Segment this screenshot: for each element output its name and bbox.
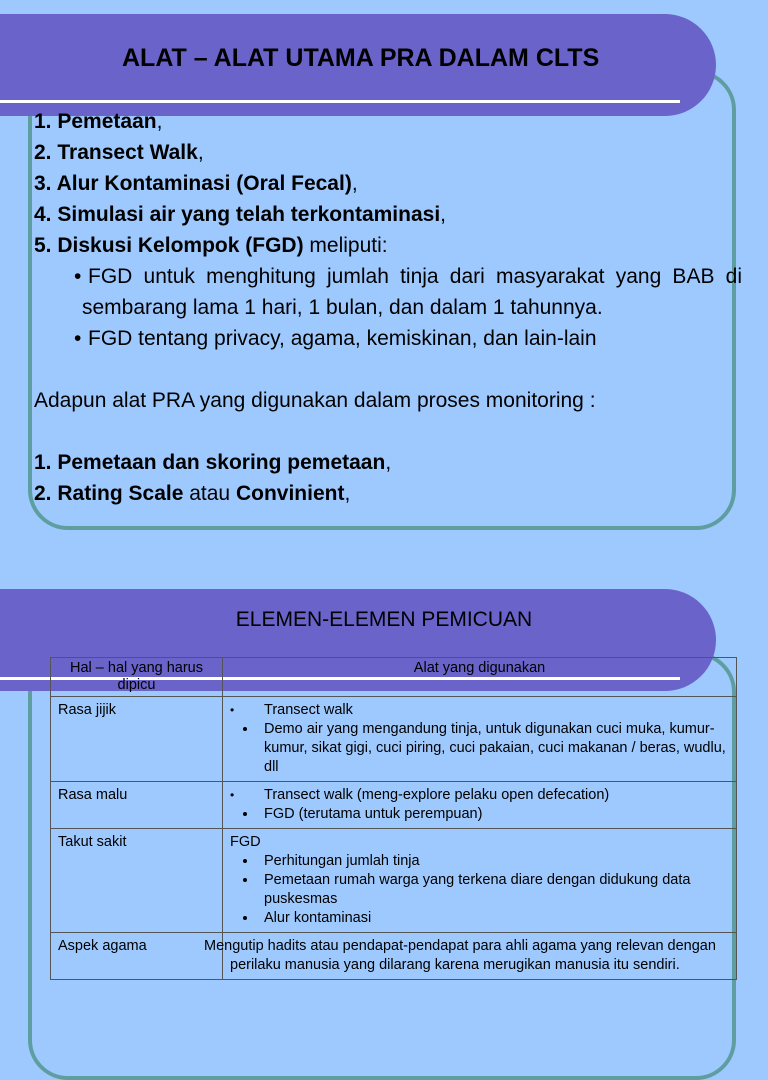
list-item: • Transect walk (meng-explore pelaku open defecation) bbox=[258, 786, 729, 805]
row-hal: Aspek agama bbox=[51, 933, 223, 980]
row-hal: Takut sakit bbox=[51, 829, 223, 933]
list-item: • Pemetaan rumah warga yang terkena diare dengan didukung data puskesmas bbox=[258, 871, 729, 909]
fgd-bullet-2: • FGD tentang privacy, agama, kemiskinan, dan lain-lain bbox=[34, 323, 742, 354]
table-row bbox=[51, 829, 737, 933]
slide1-title: ALAT – ALAT UTAMA PRA DALAM CLTS bbox=[122, 44, 600, 72]
list-item: • Demo air yang mengandung tinja, untuk digunakan cuci muka, kumur-kumur, sikat gigi, cuci piring, cuci pakaian, cuci makanan / beras, wudlu, dll bbox=[258, 720, 729, 777]
list-item: • Perhitungan jumlah tinja bbox=[258, 852, 729, 871]
tool-item-1: 1. Pemetaan, bbox=[34, 110, 163, 133]
row-alat: Mengutip hadits atau pendapat-pendapat para ahli agama yang relevan dengan perilaku manusia yang dilarang karena merugikan manusia itu sendiri. bbox=[223, 933, 737, 980]
monitoring-item-2: 2. Rating Scale atau Convinient, bbox=[34, 482, 351, 505]
pemicuan-table bbox=[50, 657, 737, 980]
header-hal: Hal – hal yang harus dipicu bbox=[51, 658, 223, 697]
table-row bbox=[51, 933, 737, 980]
row-alat bbox=[223, 782, 737, 829]
monitoring-item-1: 1. Pemetaan dan skoring pemetaan, bbox=[34, 451, 392, 474]
monitoring-intro: Adapun alat PRA yang digunakan dalam proses monitoring : bbox=[34, 389, 596, 412]
tool-item-3: 3. Alur Kontaminasi (Oral Fecal), bbox=[34, 172, 358, 195]
table-row bbox=[51, 782, 737, 829]
bullet-icon: • bbox=[74, 265, 82, 288]
fgd-bullet-1: • FGD untuk menghitung jumlah tinja dari masyarakat yang BAB di sembarang lama 1 hari, 1 bulan, dan dalam 1 tahunnya. bbox=[34, 261, 742, 323]
row-hal: Rasa jijik bbox=[51, 697, 223, 782]
table-header-row bbox=[51, 658, 737, 697]
table-row bbox=[51, 697, 737, 782]
row-alat bbox=[223, 829, 737, 933]
tool-item-4: 4. Simulasi air yang telah terkontaminasi, bbox=[34, 203, 447, 226]
header-alat: Alat yang digunakan bbox=[223, 658, 737, 697]
bullet-icon: • bbox=[74, 327, 82, 350]
slide2-title: ELEMEN-ELEMEN PEMICUAN bbox=[235, 608, 533, 631]
tool-item-2: 2. Transect Walk, bbox=[34, 141, 204, 164]
slide1-body bbox=[34, 106, 742, 509]
list-item: • FGD (terutama untuk perempuan) bbox=[258, 805, 729, 824]
row-hal: Rasa malu bbox=[51, 782, 223, 829]
row-alat bbox=[223, 697, 737, 782]
slide1-title-underline bbox=[0, 100, 680, 103]
row-lead: FGD bbox=[230, 834, 261, 850]
list-item: • Transect walk bbox=[258, 701, 729, 720]
tool-item-5: 5. Diskusi Kelompok (FGD) meliputi: bbox=[34, 234, 388, 257]
list-item: • Alur kontaminasi bbox=[258, 909, 729, 928]
